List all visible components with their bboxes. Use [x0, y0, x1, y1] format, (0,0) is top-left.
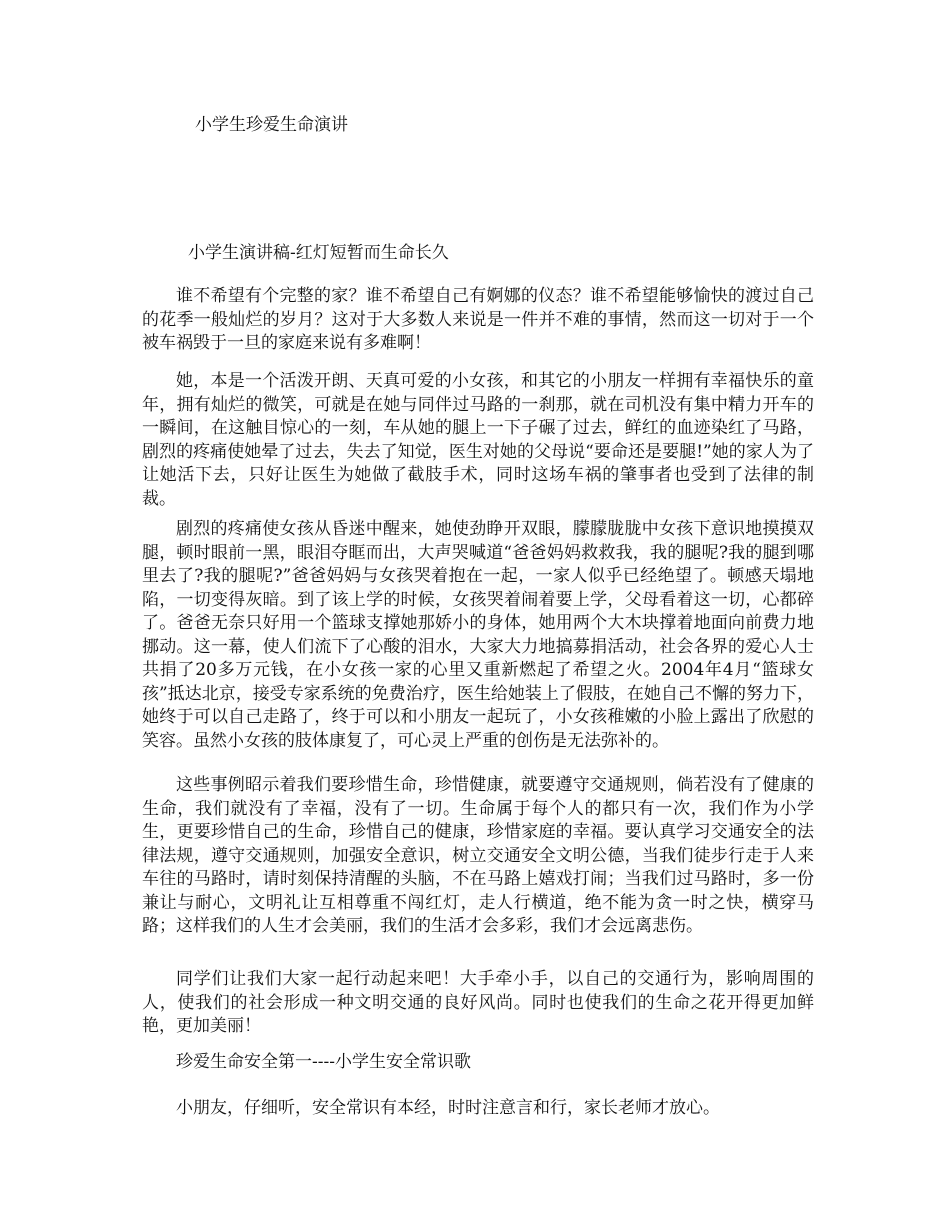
- song-first-line: 小朋友，仔细听，安全常识有本经，时时注意言和行，家长老师才放心。: [176, 1098, 720, 1118]
- paragraph-2: 她，本是一个活泼开朗、天真可爱的小女孩，和其它的小朋友一样拥有幸福快乐的童年，拥有灿烂的微笑，可就是在她与同伴过马路的一刹那，就在司机没有集中精力开车的一瞬间，在这触目惊心的一刻，车从她的腿上一下子碾了过去，鲜红的血迹染红了马路，剧烈的疼痛使她晕了过去，失去了知觉，医生对她的父母说“要命还是要腿!”她的家人为了让她活下去，只好让医生为她做了截肢手术，同时这场车祸的肇事者也受到了法律的制裁。: [142, 371, 814, 509]
- paragraph-5: 同学们让我们大家一起行动起来吧！大手牵小手，以自己的交通行为，影响周围的人，使我们的社会形成一种文明交通的良好风尚。同时也使我们的生命之花开得更加鲜艳，更加美丽！: [142, 969, 814, 1036]
- document-title: 小学生珍爱生命演讲: [195, 115, 348, 135]
- song-heading: 珍爱生命安全第一----小学生安全常识歌: [176, 1052, 471, 1072]
- speech-subtitle: 小学生演讲稿-红灯短暂而生命长久: [188, 243, 449, 263]
- paragraph-4: 这些事例昭示着我们要珍惜生命，珍惜健康，就要遵守交通规则，倘若没有了健康的生命，我们就没有了幸福，没有了一切。生命属于每个人的都只有一次，我们作为小学生，更要珍惜自己的生命，珍惜自己的健康，珍惜家庭的幸福。要认真学习交通安全的法律法规，遵守交通规则，加强安全意识，树立交通安全文明公德，当我们徒步行走于人来车往的马路时，请时刻保持清醒的头脑，不在马路上嬉戏打闹；当我们过马路时，多一份兼让与耐心，文明礼让互相尊重不闯红灯，走人行横道，绝不能为贪一时之快，横穿马路；这样我们的人生才会美丽，我们的生活才会多彩，我们才会远离悲伤。: [142, 775, 814, 936]
- paragraph-3: 剧烈的疼痛使女孩从昏迷中醒来，她使劲睁开双眼，朦朦胧胧中女孩下意识地摸摸双腿，顿时眼前一黑，眼泪夺眶而出，大声哭喊道“爸爸妈妈救救我，我的腿呢?我的腿到哪里去了?我的腿呢?”爸爸妈妈与女孩哭着抱在一起，一家人似乎已经绝望了。顿感天塌地陷，一切变得灰暗。到了该上学的时候，女孩哭着闹着要上学，父母看着这一切，心都碎了。爸爸无奈只好用一个篮球支撑她那娇小的身体，她用两个大木块撑着地面向前费力地挪动。这一幕，使人们流下了心酸的泪水，大家大力地搞募捐活动，社会各界的爱心人士共捐了20多万元钱，在小女孩一家的心里又重新燃起了希望之火。2004年4月“篮球女孩”抵达北京，接受专家系统的免费治疗，医生给她装上了假肢，在她自己不懈的努力下，她终于可以自己走路了，终于可以和小朋友一起玩了，小女孩稚嫩的小脸上露出了欣慰的笑容。虽然小女孩的肢体康复了，可心灵上严重的创伤是无法弥补的。: [142, 519, 814, 751]
- paragraph-1: 谁不希望有个完整的家？谁不希望自己有婀娜的仪态？谁不希望能够愉快的渡过自己的花季一般灿烂的岁月？这对于大多数人来说是一件并不难的事情，然而这一切对于一个被车祸毁于一旦的家庭来说有多难啊！: [142, 286, 814, 353]
